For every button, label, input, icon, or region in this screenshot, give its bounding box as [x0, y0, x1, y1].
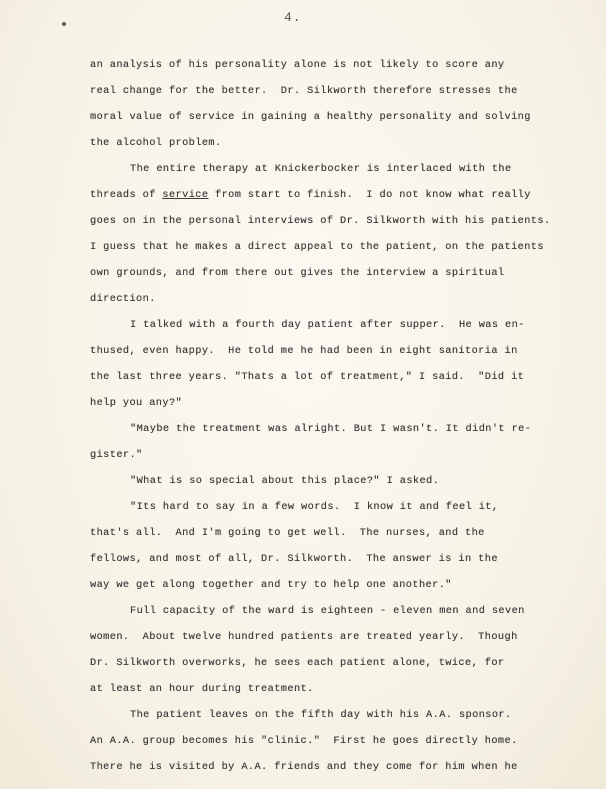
text-line: Dr. Silkworth overworks, he sees each patient alone, twice, for: [90, 657, 505, 669]
text-line: "What is so special about this place?" I asked.: [130, 475, 440, 487]
text-line: at least an hour during treatment.: [90, 683, 314, 695]
text-line: real change for the better. Dr. Silkworth therefore stresses the: [90, 85, 518, 97]
page-number: 4.: [284, 10, 302, 25]
text-line: I talked with a fourth day patient after supper. He was en-: [130, 319, 525, 331]
text-line: "Its hard to say in a few words. I know it and feel it,: [130, 501, 499, 513]
text-line: gister.": [90, 449, 143, 461]
text-line: There he is visited by A.A. friends and they come for him when he: [90, 761, 518, 773]
text-line: An A.A. group becomes his "clinic." First he goes directly home.: [90, 735, 518, 747]
text-line: fellows, and most of all, Dr. Silkworth. The answer is in the: [90, 553, 498, 565]
text-line: direction.: [90, 293, 156, 305]
text-segment: threads of: [90, 189, 163, 201]
text-segment: from start to finish. I do not know what really: [208, 189, 531, 201]
text-line: way we get along together and try to help one another.": [90, 579, 452, 591]
text-line: the last three years. "Thats a lot of treatment," I said. "Did it: [90, 371, 525, 383]
text-line: moral value of service in gaining a healthy personality and solving: [90, 111, 531, 123]
underlined-word: service: [162, 189, 209, 201]
text-line: the alcohol problem.: [90, 137, 222, 149]
text-line: [90, 189, 531, 201]
text-line: "Maybe the treatment was alright. But I wasn't. It didn't re-: [130, 423, 532, 435]
text-line: that's all. And I'm going to get well. The nurses, and the: [90, 527, 485, 539]
text-line: help you any?": [90, 397, 183, 409]
text-line: own grounds, and from there out gives the interview a spiritual: [90, 267, 505, 279]
text-line: The patient leaves on the fifth day with his A.A. sponsor.: [130, 709, 512, 721]
text-line: an analysis of his personality alone is not likely to score any: [90, 59, 505, 71]
text-line: thused, even happy. He told me he had been in eight sanitoria in: [90, 345, 518, 357]
ink-speck: [62, 22, 66, 26]
text-line: goes on in the personal interviews of Dr. Silkworth with his patients.: [90, 215, 551, 227]
text-line: The entire therapy at Knickerbocker is interlaced with the: [130, 163, 512, 175]
text-line: I guess that he makes a direct appeal to the patient, on the patients: [90, 241, 544, 253]
text-line: women. About twelve hundred patients are treated yearly. Though: [90, 631, 518, 643]
text-line: Full capacity of the ward is eighteen - eleven men and seven: [130, 605, 525, 617]
